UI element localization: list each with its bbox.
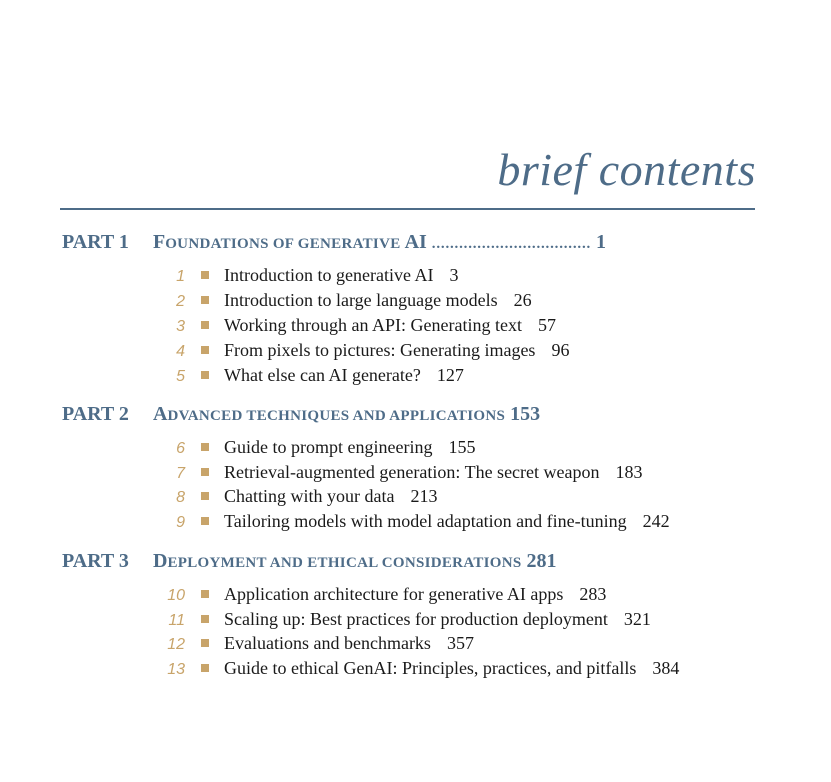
chapter-page: 3 [449, 265, 459, 285]
chapter-entry[interactable] [150, 484, 437, 508]
chapter-title: Tailoring models with model adaptation and fine-tuning [224, 511, 627, 531]
chapter-page: 155 [448, 437, 476, 457]
part-title: DEPLOYMENT AND ETHICAL CONSIDERATIONS [153, 550, 522, 572]
chapter-title: What else can AI generate? [224, 365, 421, 385]
chapter-number: 13 [167, 661, 185, 678]
part-page: 153 [510, 403, 541, 425]
chapter-title: Introduction to large language models [224, 290, 498, 310]
chapter-number: 4 [176, 343, 185, 360]
chapter-number: 2 [176, 293, 185, 310]
chapter-entry[interactable] [150, 607, 651, 631]
square-bullet-icon [201, 346, 209, 354]
chapter-number: 3 [176, 318, 185, 335]
chapter-entry[interactable] [150, 435, 475, 459]
chapter-entry[interactable] [150, 460, 643, 484]
chapter-entry[interactable] [150, 656, 679, 680]
square-bullet-icon [201, 296, 209, 304]
chapter-entry[interactable] [150, 582, 606, 606]
chapter-page: 127 [436, 365, 464, 385]
square-bullet-icon [201, 639, 209, 647]
square-bullet-icon [201, 664, 209, 672]
square-bullet-icon [201, 271, 209, 279]
chapter-page: 357 [446, 633, 474, 653]
chapter-number: 6 [176, 440, 185, 457]
chapter-page: 283 [579, 584, 607, 604]
chapter-title: From pixels to pictures: Generating images [224, 340, 536, 360]
chapter-title: Introduction to generative AI [224, 265, 434, 285]
part-2-heading [62, 402, 540, 428]
chapter-page: 57 [538, 315, 556, 335]
chapter-number: 9 [176, 514, 185, 531]
chapter-page: 96 [551, 340, 570, 360]
part-label: PART 3 [62, 550, 129, 572]
square-bullet-icon [201, 492, 209, 500]
chapter-number: 1 [176, 268, 185, 285]
chapter-entry[interactable] [150, 288, 532, 312]
chapter-entry[interactable] [150, 509, 670, 533]
part-title: ADVANCED TECHNIQUES AND APPLICATIONS [153, 403, 506, 425]
chapter-entry[interactable] [150, 263, 458, 287]
chapter-title: Evaluations and benchmarks [224, 633, 431, 653]
part-1-heading [62, 230, 606, 256]
page-title: brief contents [497, 144, 756, 195]
chapter-page: 242 [642, 511, 670, 531]
chapter-page: 26 [513, 290, 532, 310]
part-page: 281 [526, 550, 557, 572]
chapter-entry[interactable] [150, 631, 474, 655]
chapter-entry[interactable] [150, 338, 569, 362]
chapter-number: 5 [176, 368, 185, 385]
chapter-title: Chatting with your data [224, 486, 395, 506]
chapter-number: 10 [167, 587, 185, 604]
title-rule [60, 208, 755, 210]
chapter-title: Application architecture for generative AI apps [224, 584, 564, 604]
leader-dots: ................................... [431, 236, 592, 252]
square-bullet-icon [201, 615, 209, 623]
chapter-number: 12 [167, 636, 185, 653]
part-label: PART 2 [62, 403, 129, 425]
chapter-page: 213 [410, 486, 438, 506]
part-title: FOUNDATIONS OF GENERATIVE AI [153, 231, 427, 253]
chapter-page: 384 [652, 658, 680, 678]
chapter-number: 7 [176, 465, 185, 482]
square-bullet-icon [201, 443, 209, 451]
chapter-entry[interactable] [150, 363, 464, 387]
chapter-page: 321 [623, 609, 651, 629]
chapter-title: Working through an API: Generating text [224, 315, 522, 335]
chapter-number: 11 [168, 612, 185, 629]
part-3-heading [62, 549, 557, 575]
chapter-title: Guide to prompt engineering [224, 437, 433, 457]
square-bullet-icon [201, 517, 209, 525]
square-bullet-icon [201, 371, 209, 379]
chapter-number: 8 [176, 489, 185, 506]
chapter-title: Scaling up: Best practices for production deployment [224, 609, 608, 629]
square-bullet-icon [201, 321, 209, 329]
square-bullet-icon [201, 590, 209, 598]
chapter-title: Guide to ethical GenAI: Principles, practices, and pitfalls [224, 658, 637, 678]
chapter-title: Retrieval-augmented generation: The secret weapon [224, 462, 600, 482]
chapter-page: 183 [615, 462, 643, 482]
square-bullet-icon [201, 468, 209, 476]
part-label: PART 1 [62, 231, 129, 253]
chapter-entry[interactable] [150, 313, 556, 337]
part-page: 1 [596, 231, 607, 253]
